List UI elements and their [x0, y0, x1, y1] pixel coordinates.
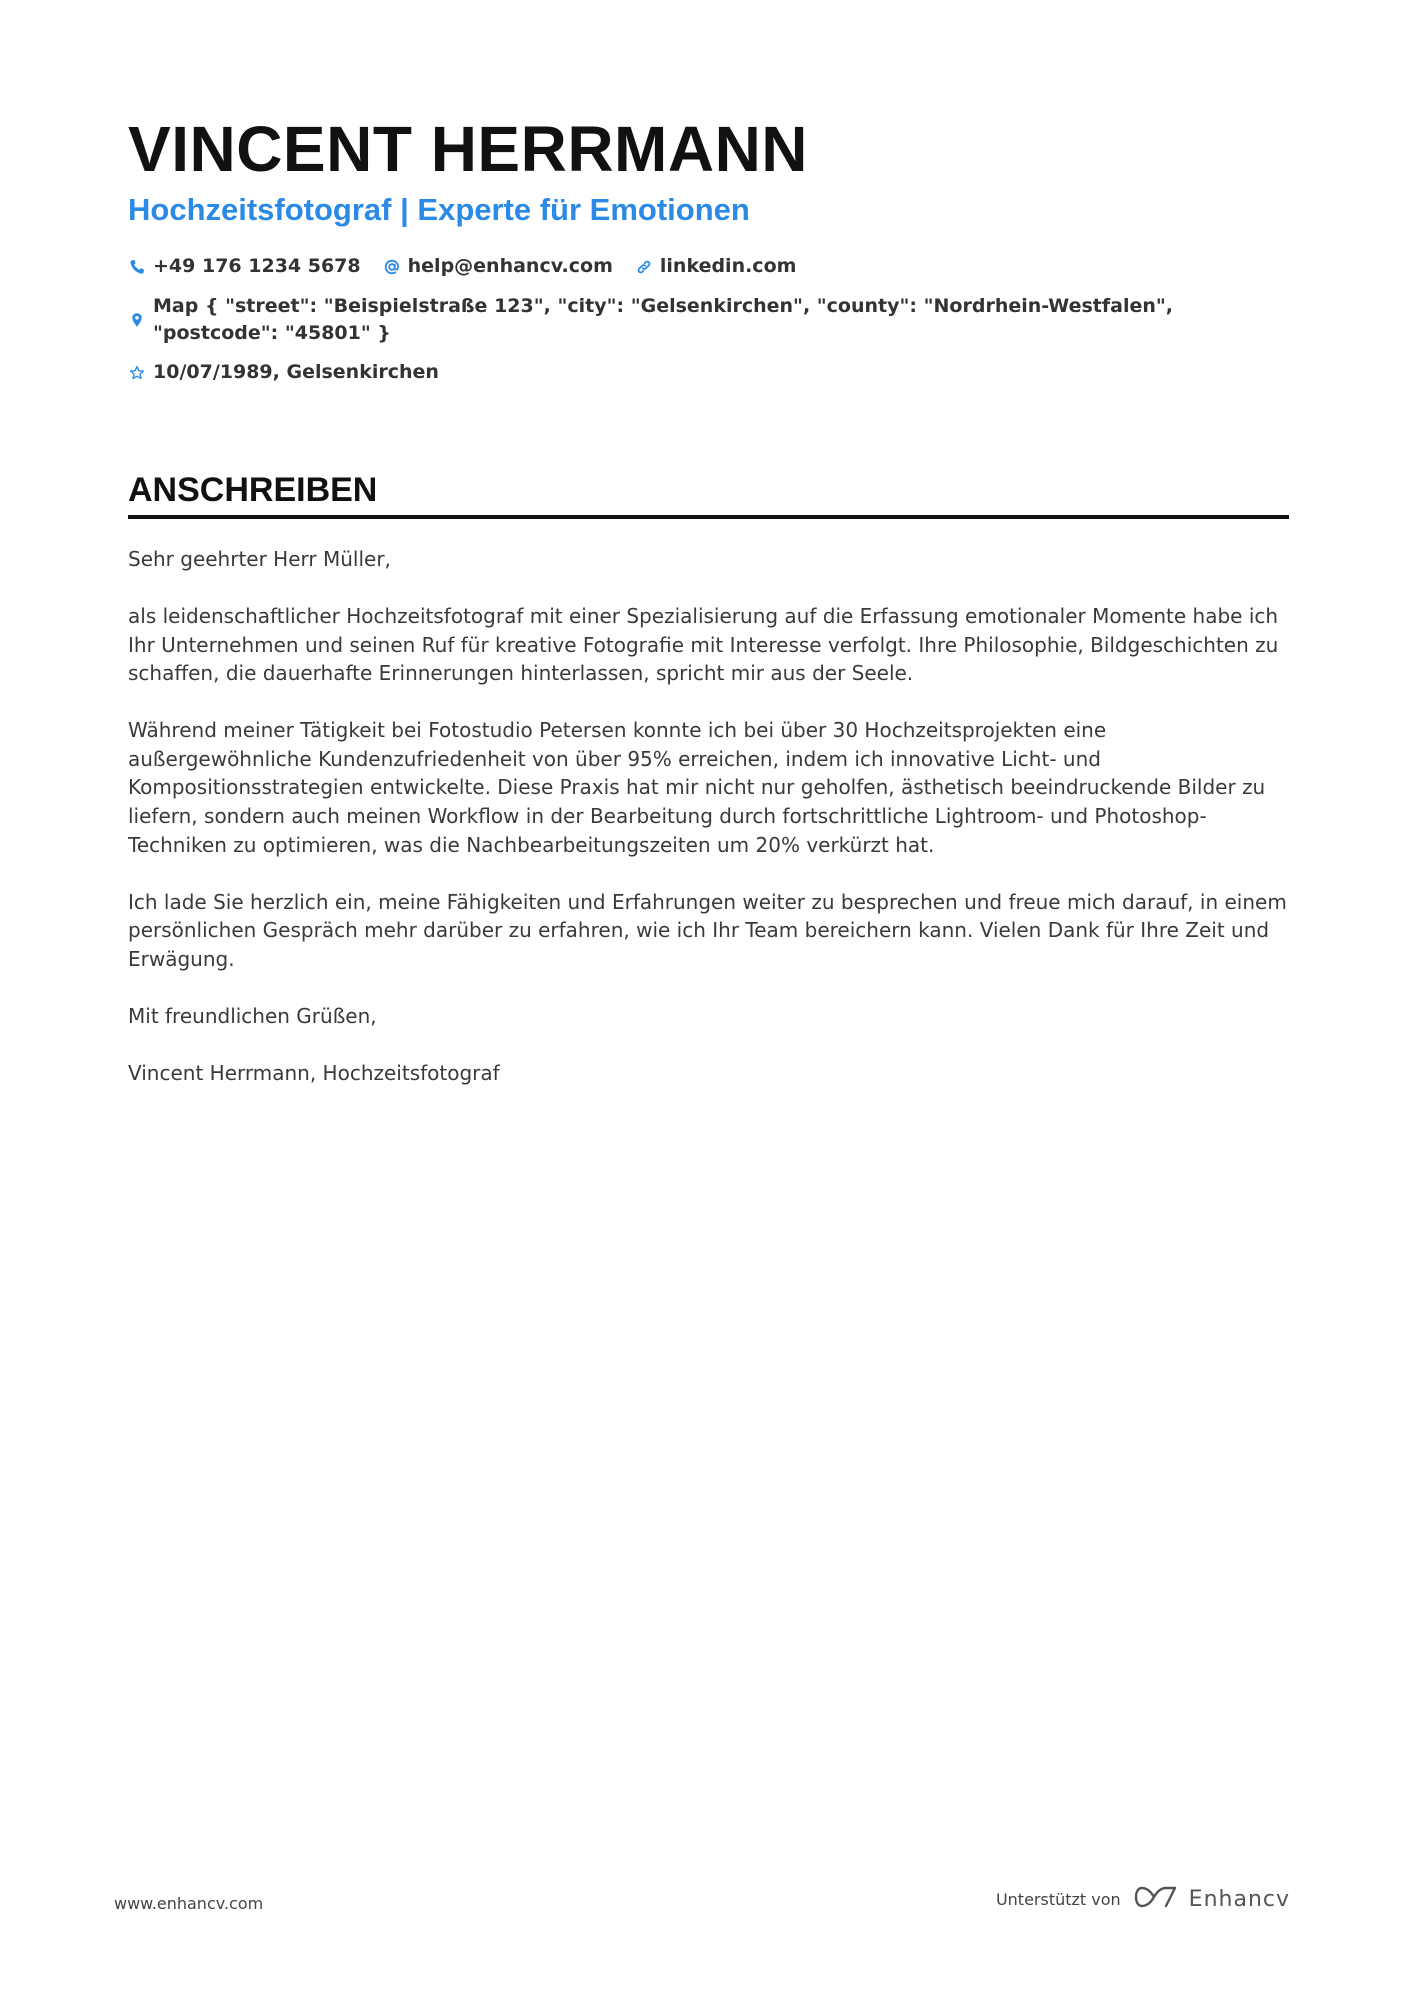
contact-phone	[128, 253, 361, 280]
section-heading: ANSCHREIBEN	[128, 471, 378, 509]
footer-website-link[interactable]: www.enhancv.com	[114, 1894, 264, 1913]
birth-text: 10/07/1989, Gelsenkirchen	[153, 361, 439, 383]
letter-closing: Mit freundlichen Grüßen,	[128, 1003, 377, 1028]
footer-brand	[996, 1884, 1290, 1914]
letter-body	[128, 545, 1289, 1116]
letter-paragraph: als leidenschaftlicher Hochzeitsfotograf mit einer Spezialisierung auf die Erfassung emotionaler Momente habe ich Ihr Unternehmen und seinen Ruf für kreative Fotografie mit Interesse verfolgt. Ihre Philosophie, Bildgeschichten zu schaffen, die dauerhafte Erinnerungen hinterlassen, spricht mir aus der Seele.	[128, 603, 1279, 686]
website-text: linkedin.com	[659, 255, 797, 277]
letter-salutation: Sehr geehrter Herr Müller,	[128, 547, 391, 571]
link-icon	[635, 258, 653, 276]
contact-row-primary	[128, 253, 818, 280]
phone-text: +49 176 1234 5678	[153, 255, 361, 277]
address-text: Map { "street": "Beispielstraße 123", "city": "Gelsenkirchen", "county": "Nordrhein-Westfalen", "postcode": "45801" }	[153, 295, 1173, 344]
phone-icon	[128, 258, 146, 276]
letter-paragraph: Ich lade Sie herzlich ein, meine Fähigkeiten und Erfahrungen weiter zu besprechen und freue mich darauf, in einem persönlichen Gespräch mehr darüber zu erfahren, wie ich Ihr Team bereichern kann. Vielen Dank für Ihre Zeit und Erwägung.	[128, 889, 1287, 971]
contact-row-birth	[128, 359, 461, 386]
email-text: help@enhancv.com	[407, 255, 613, 277]
star-icon	[128, 364, 146, 382]
location-pin-icon	[128, 311, 146, 329]
powered-by-label: Unterstützt von	[995, 1889, 1121, 1909]
enhancv-logo-icon	[1133, 1884, 1189, 1914]
at-icon	[383, 258, 401, 276]
section-divider	[128, 515, 1289, 519]
applicant-name: VINCENT HERRMANN	[128, 113, 808, 185]
letter-paragraph: Während meiner Tätigkeit bei Fotostudio Petersen konnte ich bei über 30 Hochzeitsprojekten eine außergewöhnliche Kundenzufriedenheit von über 95% erreichen, indem ich innovative Licht- und Kompositionsstrategien entwickelte. Diese Praxis hat mir nicht nur geholfen, ästhetisch beeindruckende Bilder zu liefern, sondern auch meinen Workflow in der Bearbeitung durch fortschrittliche Lightroom- und Photoshop-Techniken zu optimieren, was die Nachbearbeitungszeiten um 20% verkürzt hat.	[128, 718, 1266, 857]
brand-name: Enhancv	[1188, 1886, 1290, 1912]
contact-birth	[128, 359, 439, 386]
contact-row-address	[128, 293, 1278, 347]
contact-email	[383, 253, 613, 280]
job-title: Hochzeitsfotograf | Experte für Emotionen	[128, 192, 750, 227]
contact-website	[635, 253, 797, 280]
letter-signature: Vincent Herrmann, Hochzeitsfotograf	[128, 1060, 500, 1085]
